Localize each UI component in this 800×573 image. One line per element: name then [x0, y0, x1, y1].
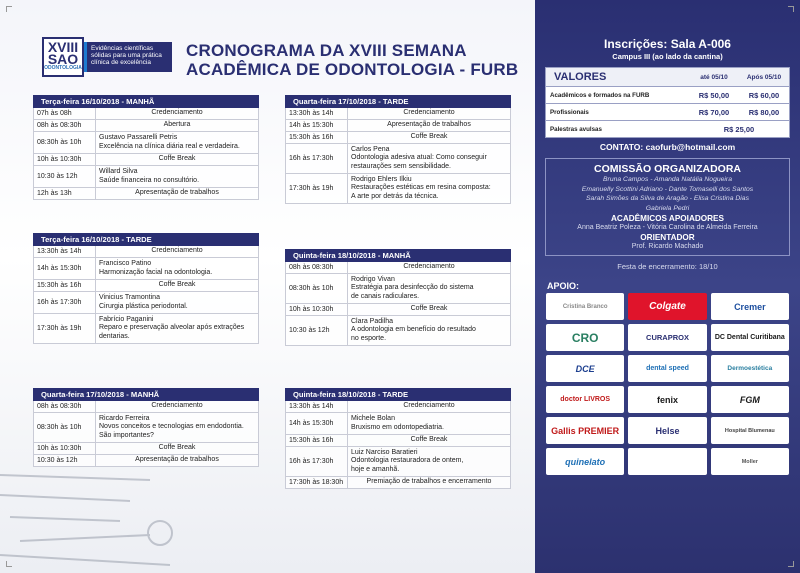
committee-name-line: Gabriela Pedri [645, 204, 690, 212]
advisor-title: ORIENTADOR [640, 233, 695, 242]
schedule-time: 07h às 08h [34, 108, 96, 119]
sponsor-logo: Dermoestética [711, 355, 789, 382]
logo-badge [42, 37, 84, 77]
logo-line1: XVIII [47, 39, 79, 55]
sponsor-logo: fenix [628, 386, 706, 413]
schedule-description-line: Fabrício Paganini [99, 315, 154, 323]
sponsor-logo: DCE [546, 355, 624, 382]
schedule-description-line: Cirurgia plástica periodontal. [99, 302, 188, 310]
sponsor-logo: Helse [628, 417, 706, 444]
schedule-description-line: no esporte. [351, 334, 387, 342]
schedule-description-line: Odontologia adesiva atual: Como conseguir [351, 154, 487, 162]
sponsor-logo: CRO [546, 324, 624, 351]
schedule-description [348, 174, 510, 203]
schedule-row [285, 274, 511, 304]
schedule-row [33, 120, 259, 132]
committee-name-line: Emanuelly Scottini Adriano - Dante Tomaselli dos Santos [581, 185, 754, 193]
schedule-description-line: Gustavo Passarelli Petris [99, 134, 178, 141]
contact [545, 142, 790, 152]
schedule-block-title: Terça-feira 16/10/2018 - MANHÃ [33, 95, 259, 108]
schedule-row [285, 304, 511, 316]
price-row-single [545, 121, 790, 138]
schedule-description-line: hoje e amanhã. [351, 465, 400, 473]
schedule-time: 10:30 às 12h [34, 166, 96, 187]
price-row-label: Acadêmicos e formados na FURB [550, 91, 650, 99]
schedule-description [348, 316, 510, 345]
schedule-description [348, 435, 510, 446]
schedule-row [285, 132, 511, 144]
schedule-block-thursday-afternoon [285, 388, 511, 489]
price-row-value1: R$ 50,00 [698, 90, 730, 100]
schedule-row [285, 413, 511, 435]
sponsor-logo: Cremer [711, 293, 789, 320]
schedule-row [33, 246, 259, 258]
price-row-value2: R$ 80,00 [748, 107, 780, 117]
schedule-time: 08h às 08:30h [286, 262, 348, 273]
schedule-time: 10:30 às 12h [286, 316, 348, 345]
sponsor-logo: dental speed [628, 355, 706, 382]
supporters-title: ACADÊMICOS APOIADORES [611, 214, 724, 223]
page-title [186, 41, 526, 79]
info-panel [535, 0, 800, 573]
schedule-row [285, 447, 511, 477]
schedule-time: 12h às 13h [34, 188, 96, 199]
schedule-description-line: A arte por detrás da técnica. [351, 192, 439, 200]
schedule-description-line: Coffe Break [410, 133, 448, 141]
schedule-description-line: Saúde financeira no consultório. [99, 176, 200, 184]
schedule-row [285, 435, 511, 447]
schedule-description-line: Coffe Break [410, 305, 448, 313]
schedule-description [348, 304, 510, 315]
schedule-description-line: Reparo e preservação alveolar após extrações [99, 324, 245, 332]
title-line2: ACADÊMICA DE ODONTOLOGIA - FURB [186, 60, 519, 79]
schedule-time: 13:30h às 14h [286, 401, 348, 412]
schedule-description [348, 477, 510, 488]
schedule-time: 10h às 10:30h [34, 154, 96, 165]
schedule-description-line: Apresentação de trabalhos [387, 121, 471, 129]
schedule-row [33, 413, 259, 443]
schedule-row [33, 166, 259, 188]
schedule-time: 10h às 10:30h [286, 304, 348, 315]
schedule-description-line: Apresentação de trabalhos [135, 456, 219, 464]
schedule-description [348, 144, 510, 173]
schedule-time: 16h às 17:30h [286, 144, 348, 173]
sponsors-grid [545, 293, 790, 475]
schedule-block-title: Quinta-feira 18/10/2018 - TARDE [285, 388, 511, 401]
schedule-row [285, 401, 511, 413]
schedule-description-line: A odontologia em benefício do resultado [351, 326, 476, 334]
schedule-description-line: Michele Bolan [351, 415, 395, 422]
schedule-description [96, 401, 258, 412]
schedule-time: 15:30h às 16h [286, 435, 348, 446]
schedule-description [96, 443, 258, 454]
sponsor-logo: Moller [711, 448, 789, 475]
schedule-description-line: Carlos Pena [351, 145, 390, 153]
schedule-description [348, 447, 510, 476]
schedule-description [96, 246, 258, 257]
schedule-time: 13:30h às 14h [34, 246, 96, 257]
prices-col1: até 05/10 [700, 73, 728, 81]
schedule-description-line: Coffe Break [158, 281, 196, 289]
schedule-description-line: Clara Padilha [351, 317, 394, 325]
schedule-description [96, 314, 258, 343]
schedule-description [348, 401, 510, 412]
registration-info [545, 36, 790, 61]
schedule-description-line: Vinicius Tramontina [99, 294, 160, 301]
schedule-row [285, 262, 511, 274]
schedule-description-line: Rodrigo Ehlers Ilkiu [351, 175, 412, 183]
schedule-description-line: Credenciamento [151, 402, 203, 410]
schedule-row [285, 316, 511, 346]
sponsor-logo: FGM [711, 386, 789, 413]
schedule-description-line: Premiação de trabalhos e encerramento [366, 478, 492, 486]
crop-mark [788, 561, 794, 567]
schedule-row [285, 174, 511, 204]
schedule-description-line: Rodrigo Vivan [351, 275, 395, 283]
price-row-value: R$ 25,00 [723, 124, 755, 134]
schedule-row [33, 280, 259, 292]
schedule-time: 15:30h às 16h [34, 280, 96, 291]
schedule-description-line: Abertura [163, 121, 191, 129]
schedule-block-wednesday-afternoon [285, 95, 511, 204]
schedule-time: 17:30h às 19h [34, 314, 96, 343]
schedule-time: 16h às 17:30h [286, 447, 348, 476]
schedule-time: 14h às 15:30h [34, 258, 96, 279]
sponsor-logo: DC Dental Curitibana [711, 324, 789, 351]
schedule-time: 15:30h às 16h [286, 132, 348, 143]
schedule-block-title: Quarta-feira 17/10/2018 - TARDE [285, 95, 511, 108]
sponsor-logo: CURAPROX [628, 324, 706, 351]
schedule-description-line: Apresentação de trabalhos [135, 189, 219, 197]
schedule-description [96, 292, 258, 313]
schedule-description [348, 262, 510, 273]
schedule-description-line: dentarias. [99, 332, 130, 340]
schedule-row [285, 477, 511, 489]
schedule-description-line: Credenciamento [403, 402, 455, 410]
schedule-description-line: Credenciamento [151, 247, 203, 255]
schedule-row [33, 292, 259, 314]
schedule-description [348, 274, 510, 303]
committee-names [550, 175, 785, 213]
schedule-description-line: Francisco Patino [99, 260, 152, 267]
prices-header [545, 67, 790, 87]
schedule-time: 17:30h às 18:30h [286, 477, 348, 488]
schedule-description [96, 258, 258, 279]
schedule-description-line: Estratégia para desinfecção do sistema [351, 284, 474, 292]
schedule-description [96, 166, 258, 187]
schedule-time: 14h às 15:30h [286, 120, 348, 131]
schedule-description-line: Harmonização facial na odontologia. [99, 268, 213, 276]
schedule-row [33, 108, 259, 120]
sponsor-logo: quinelato [546, 448, 624, 475]
schedule-description [348, 120, 510, 131]
schedule-row [33, 188, 259, 200]
schedule-row [33, 443, 259, 455]
schedule-description [96, 132, 258, 153]
schedule-description [348, 413, 510, 434]
schedule-time: 08:30h às 10h [286, 274, 348, 303]
contact-email[interactable]: caofurb@hotmail.com [645, 142, 736, 152]
schedule-block-title: Quarta-feira 17/10/2018 - MANHÃ [33, 388, 259, 401]
schedule-description [96, 413, 258, 442]
event-logo [42, 37, 172, 77]
schedule-description [96, 280, 258, 291]
schedule-row [33, 314, 259, 344]
schedule-time: 13:30h às 14h [286, 108, 348, 119]
price-row-label: Palestras avulsas [550, 125, 602, 133]
schedule-description-line: São importantes? [99, 431, 154, 439]
registration-title: Inscrições: Sala A-006 [604, 37, 731, 51]
schedule-block-title: Terça-feira 16/10/2018 - TARDE [33, 233, 259, 246]
price-row-value1: R$ 70,00 [698, 107, 730, 117]
schedule-time: 10h às 10:30h [34, 443, 96, 454]
schedule-description-line: Luiz Narciso Baratieri [351, 448, 418, 456]
crop-mark [6, 561, 12, 567]
schedule-description-line: Restaurações estéticas em resina composta: [351, 184, 491, 192]
price-row [545, 104, 790, 121]
schedule-description-line: Bruxismo em odontopediatria. [351, 423, 444, 431]
schedule-block-thursday-morning [285, 249, 511, 346]
committee-name-line: Bruna Campos - Amanda Natália Nogueira [603, 176, 732, 183]
supporters-names: Anna Beatriz Poleza - Vitória Carolina de Almeida Ferreira [577, 224, 758, 231]
logo-line2: SAO [47, 51, 79, 67]
schedule-time: 08h às 08:30h [34, 120, 96, 131]
schedule-description [348, 132, 510, 143]
contact-label: CONTATO: [599, 142, 644, 152]
sponsor-logo: Hospital Blumenau [711, 417, 789, 444]
prices-col2: Após 05/10 [746, 73, 782, 81]
sponsor-logo: Cristina Branco [546, 293, 624, 320]
logo-line3: ODONTOLOGIA [44, 65, 82, 71]
schedule-time: 08:30h às 10h [34, 132, 96, 153]
schedule-row [285, 108, 511, 120]
title-line1: CRONOGRAMA DA XVIII SEMANA [186, 41, 467, 60]
schedule-row [33, 401, 259, 413]
advisor-name: Prof. Ricardo Machado [631, 243, 704, 250]
sponsors-title: APOIO: [547, 281, 580, 291]
schedule-description-line: de canais radiculares. [351, 292, 420, 300]
schedule-description-line: Ricardo Ferreira [99, 414, 150, 422]
schedule-description-line: Credenciamento [403, 263, 455, 271]
schedule-description [96, 154, 258, 165]
sponsor-logo: Colgate [628, 293, 706, 320]
schedule-row [285, 144, 511, 174]
schedule-description-line: Novos conceitos e tecnologias em endodontia. [99, 423, 244, 431]
committee-box [545, 158, 790, 256]
committee-name-line: Sarah Simões da Silva de Aragão - Elisa Cristina Dias [586, 195, 749, 202]
schedule-description [96, 120, 258, 131]
schedule-block-title: Quinta-feira 18/10/2018 - MANHÃ [285, 249, 511, 262]
crop-mark [788, 6, 794, 12]
schedule-description-line: Excelência na clínica diária real e verdadeira. [99, 142, 240, 150]
schedule-description-line: Coffe Break [158, 444, 196, 452]
logo-tagline: Evidências científicas sólidas para uma prática clínica de excelência [84, 42, 172, 72]
schedule-row [33, 258, 259, 280]
schedule-description-line: Credenciamento [151, 109, 203, 117]
schedule-description-line: restaurações sem sensibilidade. [351, 162, 451, 170]
schedule-time: 14h às 15:30h [286, 413, 348, 434]
prices-title: VALORES [554, 71, 607, 83]
registration-subtitle: Campus III (ao lado da cantina) [612, 52, 723, 61]
schedule-time: 08:30h às 10h [34, 413, 96, 442]
schedule-description [96, 188, 258, 199]
dental-tools-illustration [0, 455, 200, 573]
crop-mark [6, 6, 12, 12]
schedule-description-line: Credenciamento [403, 109, 455, 117]
schedule-time: 10:30 às 12h [34, 455, 96, 466]
sponsor-logo [628, 448, 706, 475]
schedule-block-tuesday-morning [33, 95, 259, 200]
schedule-description-line: Coffe Break [158, 155, 196, 163]
schedule-description [348, 108, 510, 119]
committee-title: COMISSÃO ORGANIZADORA [594, 163, 741, 175]
schedule-description-line: Odontologia restauradora de ontem, [351, 457, 464, 465]
schedule-time: 17:30h às 19h [286, 174, 348, 203]
schedule-description-line: Willard Silva [99, 168, 138, 175]
sponsor-logo: Gallis PREMIER [546, 417, 624, 444]
schedule-time: 16h às 17:30h [34, 292, 96, 313]
schedule-description [96, 108, 258, 119]
schedule-row [33, 154, 259, 166]
schedule-row [285, 120, 511, 132]
sponsor-logo: doctor LIVROS [546, 386, 624, 413]
closing-party: Festa de encerramento: 18/10 [617, 262, 718, 271]
price-row-label: Profissionais [550, 108, 589, 116]
price-row-value2: R$ 60,00 [748, 90, 780, 100]
schedule-block-tuesday-afternoon [33, 233, 259, 344]
schedule-row [33, 132, 259, 154]
schedule-time: 08h às 08:30h [34, 401, 96, 412]
schedule-description-line: Coffe Break [410, 436, 448, 444]
price-row [545, 87, 790, 104]
